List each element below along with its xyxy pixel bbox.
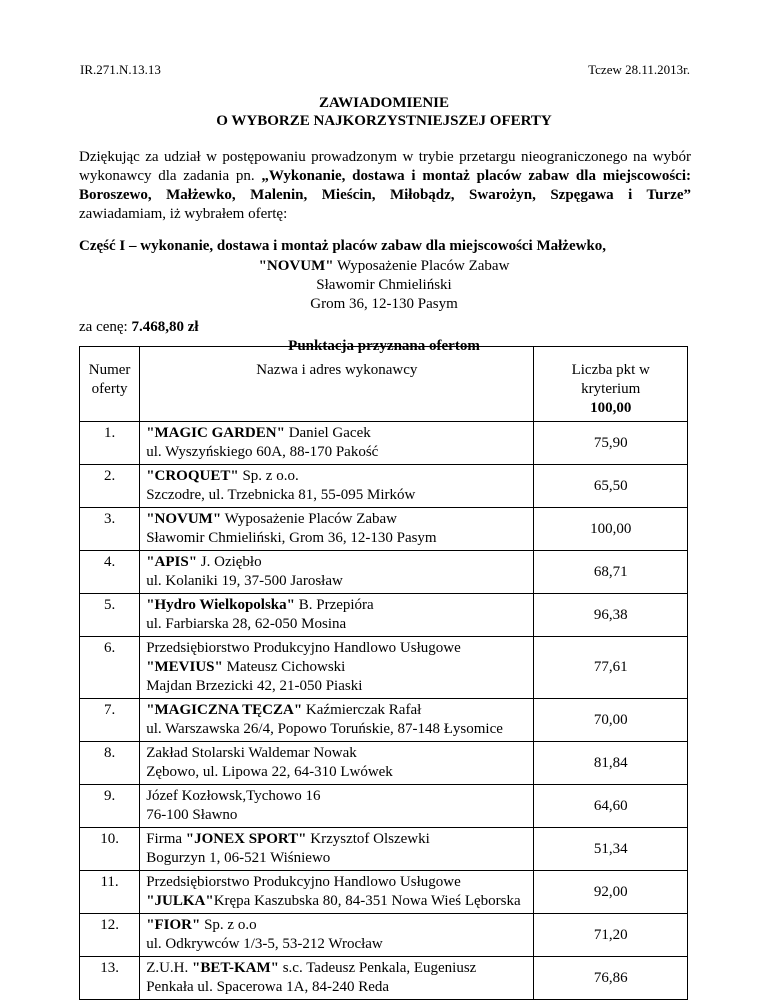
bidder-cell xyxy=(140,742,534,785)
bidder-name-rest: Sp. z o.o xyxy=(200,917,257,933)
bidder-cell xyxy=(140,594,534,637)
bidder-name xyxy=(146,701,527,720)
offer-number: 13. xyxy=(80,957,140,1000)
intro-text-start: Dziękując za udział w postępowaniu prowadzonym w trybie przetargu nieograniczonego na wybór wykonawcy dla zadania pn. xyxy=(79,149,691,184)
bidder-lead: Z.U.H. xyxy=(146,960,193,976)
offer-points: 65,50 xyxy=(534,465,688,508)
part-heading: Część I – wykonanie, dostawa i montaż placów zabaw dla miejscowości Małżewko, xyxy=(79,238,607,254)
bidder-name-rest: Krzysztof Olszewki xyxy=(306,831,430,847)
offer-number: 4. xyxy=(80,551,140,594)
table-body xyxy=(80,422,688,1000)
offer-number: 3. xyxy=(80,508,140,551)
title-line-2: O WYBORZE NAJKORZYSTNIEJSZEJ OFERTY xyxy=(216,113,552,129)
bidder-address: 76-100 Sławno xyxy=(146,807,238,823)
offer-points: 76,86 xyxy=(534,957,688,1000)
bidder-name xyxy=(146,916,527,935)
bidder-name-rest: Kaźmierczak Rafał xyxy=(302,702,422,718)
bidder-name-bold: "MAGICZNA TĘCZA" xyxy=(146,702,303,718)
bidder-name-rest: Józef Kozłowsk,Tychowo 16 xyxy=(146,788,321,804)
bidder-name xyxy=(146,658,527,677)
bidder-cell xyxy=(140,465,534,508)
bidder-cell xyxy=(140,508,534,551)
bidder-name-bold: "Hydro Wielkopolska" xyxy=(146,597,295,613)
header-number: Numer oferty xyxy=(80,347,140,422)
price-line xyxy=(79,318,691,337)
offer-points: 96,38 xyxy=(534,594,688,637)
offer-number: 5. xyxy=(80,594,140,637)
bidder-address: Penkała ul. Spacerowa 1A, 84-240 Reda xyxy=(146,979,390,995)
intro-paragraph xyxy=(79,148,691,224)
table-row xyxy=(80,508,688,551)
bidder-lead: Firma xyxy=(146,831,186,847)
bidder-name-rest: Wyposażenie Placów Zabaw xyxy=(221,511,398,527)
offer-points: 64,60 xyxy=(534,785,688,828)
offer-points: 68,71 xyxy=(534,551,688,594)
bidder-cell xyxy=(140,551,534,594)
bidder-address: ul. Warszawska 26/4, Popowo Toruńskie, 87-148 Łysomice xyxy=(146,721,503,737)
table-row xyxy=(80,637,688,699)
title-line-1: ZAWIADOMIENIE xyxy=(318,95,450,111)
bidder-address: Bogurzyn 1, 06-521 Wiśniewo xyxy=(146,850,331,866)
bidder-cell xyxy=(140,828,534,871)
bidder-cell xyxy=(140,637,534,699)
bidder-address: ul. Kolaniki 19, 37-500 Jarosław xyxy=(146,573,343,589)
bidder-name-bold: "JONEX SPORT" xyxy=(185,831,307,847)
table-header-row xyxy=(80,347,688,422)
table-row xyxy=(80,422,688,465)
winner-name xyxy=(0,257,768,276)
bidder-name-rest: B. Przepióra xyxy=(294,597,374,613)
bidder-name-bold: "MEVIUS" xyxy=(146,659,223,675)
table-row xyxy=(80,699,688,742)
bidder-name xyxy=(146,892,527,911)
place-date: Tczew 28.11.2013r. xyxy=(588,62,690,77)
offer-points: 71,20 xyxy=(534,914,688,957)
price-label: za cenę: xyxy=(79,319,132,335)
table-row xyxy=(80,914,688,957)
offer-number: 8. xyxy=(80,742,140,785)
table-row xyxy=(80,957,688,1000)
bidder-name-bold: "NOVUM" xyxy=(146,511,222,527)
offer-number: 7. xyxy=(80,699,140,742)
offer-points: 70,00 xyxy=(534,699,688,742)
header-points-value: 100,00 xyxy=(590,400,632,416)
table-row xyxy=(80,871,688,914)
offer-number: 9. xyxy=(80,785,140,828)
bidder-cell xyxy=(140,914,534,957)
offer-number: 2. xyxy=(80,465,140,508)
winner-block xyxy=(0,257,768,314)
winner-owner: Sławomir Chmieliński xyxy=(316,277,452,293)
table-row xyxy=(80,828,688,871)
offer-points: 92,00 xyxy=(534,871,688,914)
bidder-name-rest: s.c. Tadeusz Penkala, Eugeniusz xyxy=(278,960,477,976)
offer-number: 11. xyxy=(80,871,140,914)
reference-number: IR.271.N.13.13 xyxy=(80,62,161,77)
offer-number: 10. xyxy=(80,828,140,871)
bidder-prefix: Przedsiębiorstwo Produkcyjno Handlowo Usługowe xyxy=(146,874,461,890)
bidder-address: Majdan Brzezicki 42, 21-050 Piaski xyxy=(146,678,363,694)
bidder-name-bold: "BET-KAM" xyxy=(192,960,279,976)
bidder-name-bold: "JULKA" xyxy=(146,893,214,909)
bidder-cell xyxy=(140,957,534,1000)
bidder-name-rest: Krępa Kaszubska 80, 84-351 Nowa Wieś Lęborska xyxy=(213,893,521,909)
results-table xyxy=(79,346,688,1000)
offer-points: 100,00 xyxy=(534,508,688,551)
bidder-address: ul. Wyszyńskiego 60A, 88-170 Pakość xyxy=(146,444,379,460)
offer-points: 51,34 xyxy=(534,828,688,871)
bidder-address: ul. Odkrywców 1/3-5, 53-212 Wrocław xyxy=(146,936,383,952)
task-name: „Wykonanie, dostawa i montaż placów zabaw dla miejscowości: Boroszewo, Małżewko, Malenin, Mieścin, Miłobądz, Swarożyn, Szpęgawa i Turze” xyxy=(79,168,691,203)
bidder-name xyxy=(146,744,527,763)
bidder-name-bold: "MAGIC GARDEN" xyxy=(146,425,285,441)
bidder-name-rest: Sp. z o.o. xyxy=(238,468,299,484)
bidder-name-bold: "CROQUET" xyxy=(146,468,239,484)
bidder-name xyxy=(146,467,527,486)
bidder-name-bold: "FIOR" xyxy=(146,917,201,933)
offer-number: 1. xyxy=(80,422,140,465)
offer-number: 12. xyxy=(80,914,140,957)
bidder-name-rest: Daniel Gacek xyxy=(284,425,371,441)
table-row xyxy=(80,465,688,508)
offer-number: 6. xyxy=(80,637,140,699)
offer-points: 77,61 xyxy=(534,637,688,699)
table-row xyxy=(80,594,688,637)
header-points-label: Liczba pkt w kryterium xyxy=(571,362,650,397)
bidder-cell xyxy=(140,871,534,914)
header-points xyxy=(534,347,688,422)
winner-name-rest: Wyposażenie Placów Zabaw xyxy=(333,258,510,274)
winner-address: Grom 36, 12-130 Pasym xyxy=(310,296,458,312)
bidder-cell xyxy=(140,422,534,465)
bidder-name-rest: J. Oziębło xyxy=(197,554,262,570)
bidder-cell xyxy=(140,699,534,742)
bidder-name xyxy=(146,510,527,529)
bidder-name xyxy=(146,553,527,572)
bidder-name xyxy=(146,830,527,849)
bidder-name xyxy=(146,424,527,443)
document-title xyxy=(0,94,768,130)
offer-points: 75,90 xyxy=(534,422,688,465)
price-value: 7.468,80 zł xyxy=(131,319,199,335)
bidder-name xyxy=(146,959,527,978)
winner-name-bold: "NOVUM" xyxy=(258,258,334,274)
bidder-address: Sławomir Chmieliński, Grom 36, 12-130 Pasym xyxy=(146,530,437,546)
table-caption: Punktacja przyznana ofertom xyxy=(288,338,480,354)
bidder-address: Zębowo, ul. Lipowa 22, 64-310 Lwówek xyxy=(146,764,393,780)
bidder-name xyxy=(146,787,527,806)
bidder-name-rest: Zakład Stolarski Waldemar Nowak xyxy=(146,745,357,761)
offer-points: 81,84 xyxy=(534,742,688,785)
table-row xyxy=(80,742,688,785)
bidder-cell xyxy=(140,785,534,828)
bidder-address: ul. Farbiarska 28, 62-050 Mosina xyxy=(146,616,347,632)
bidder-name-bold: "APIS" xyxy=(146,554,198,570)
bidder-address: Szczodre, ul. Trzebnicka 81, 55-095 Mirków xyxy=(146,487,416,503)
table-row xyxy=(80,785,688,828)
bidder-name xyxy=(146,596,527,615)
bidder-prefix: Przedsiębiorstwo Produkcyjno Handlowo Usługowe xyxy=(146,640,461,656)
header-name: Nazwa i adres wykonawcy xyxy=(140,347,534,422)
intro-text-end: zawiadamiam, iż wybrałem ofertę: xyxy=(79,206,288,222)
table-row xyxy=(80,551,688,594)
bidder-name-rest: Mateusz Cichowski xyxy=(222,659,346,675)
